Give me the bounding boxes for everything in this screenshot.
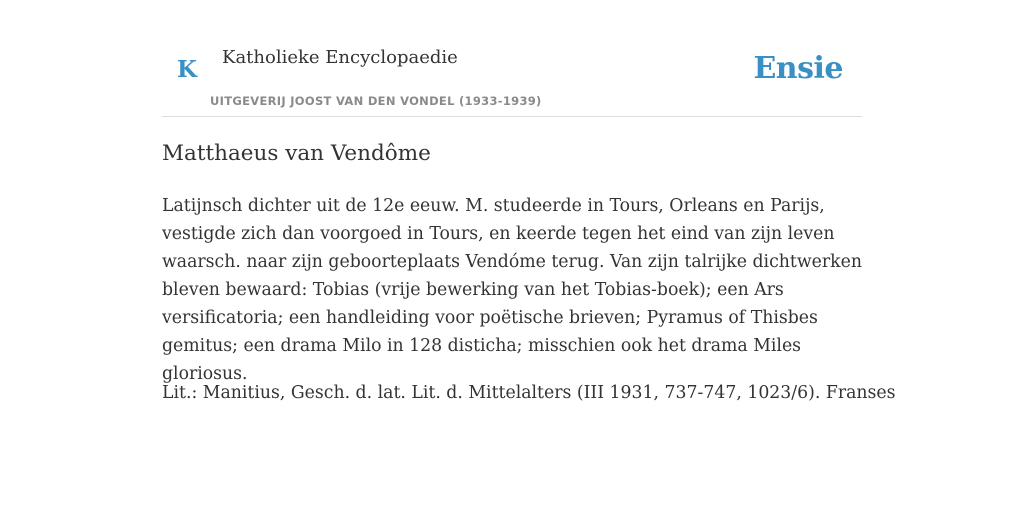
site-header	[162, 0, 862, 117]
ensie-logo-link[interactable]: Ensie	[753, 51, 843, 86]
article-title: Matthaeus van Vendôme	[162, 141, 431, 166]
article-literature: Lit.: Manitius, Gesch. d. lat. Lit. d. Mittelalters (III 1931, 737-747, 1023/6). Franses	[162, 383, 896, 403]
encyclopedia-logo[interactable]: K	[177, 56, 197, 83]
encyclopedia-title-link[interactable]: Katholieke Encyclopaedie	[222, 47, 458, 68]
publisher-label: UITGEVERIJ JOOST VAN DEN VONDEL (1933-1939)	[210, 94, 542, 108]
page	[162, 0, 896, 403]
article-body: Latijnsch dichter uit de 12e eeuw. M. studeerde in Tours, Orleans en Parijs, vestigde zich dan voorgoed in Tours, en keerde tegen het eind van zijn leven waarsch. naar zijn geboorteplaats Vendóme terug. Van zijn talrijke dichtwerken bleven bewaard: Tobias (vrije bewerking van het Tobias-boek); een Ars versificatoria; een handleiding voor poëtische brieven; Pyramus of Thisbes gemitus; een drama Milo in 128 disticha; misschien ook het drama Miles gloriosus.	[162, 196, 862, 384]
